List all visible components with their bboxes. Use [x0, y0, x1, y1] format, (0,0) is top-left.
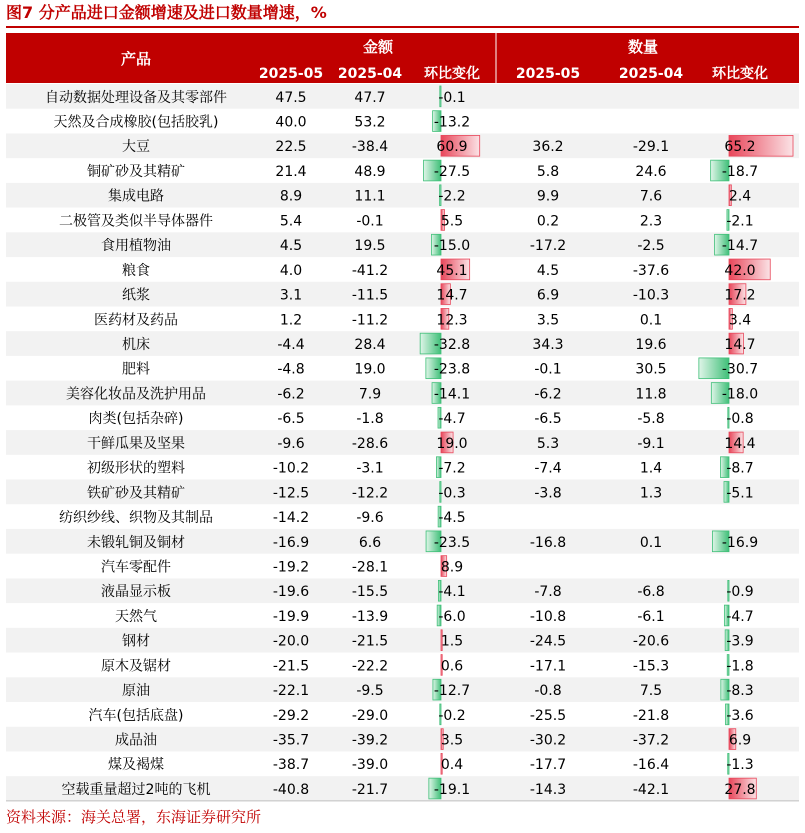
amount-value-2: 45.1	[436, 262, 468, 279]
quantity-value-0: -7.4	[534, 460, 562, 477]
product-label: 肉类(包括杂碎)	[88, 411, 184, 428]
quantity-value-2: -3.9	[726, 633, 754, 650]
quantity-value-0: 6.9	[536, 287, 560, 304]
product-label: 纺织纱线、织物及其制品	[59, 510, 213, 527]
amount-value-1: -21.5	[351, 633, 389, 650]
product-label: 煤及褐煤	[108, 757, 164, 774]
quantity-value-1: 24.6	[635, 163, 667, 180]
quantity-value-2: -4.7	[726, 608, 754, 625]
product-label: 粮食	[122, 262, 150, 279]
quantity-value-0: -3.8	[534, 485, 562, 502]
quantity-value-1: -15.3	[632, 658, 670, 675]
figure-title: 图7 分产品进口金额增速及进口数量增速，%	[6, 3, 327, 22]
quantity-value-0: 5.8	[536, 163, 560, 180]
product-label: 肥料	[122, 361, 150, 378]
product-label: 机床	[122, 336, 150, 353]
product-label: 初级形状的塑料	[87, 460, 185, 477]
quantity-value-0: -25.5	[529, 707, 567, 724]
amount-value-2: -27.5	[433, 163, 471, 180]
quantity-value-1: -29.1	[632, 139, 670, 156]
amount-value-2: -14.1	[433, 386, 471, 403]
quantity-value-2: -8.7	[726, 460, 754, 477]
amount-value-1: -13.9	[351, 608, 389, 625]
column-header-0-0: 2025-05	[258, 66, 324, 82]
quantity-value-2: -14.7	[721, 238, 759, 255]
quantity-value-1: 7.6	[639, 188, 663, 205]
amount-value-1: -28.1	[351, 559, 389, 576]
amount-value-0: -14.2	[272, 510, 310, 527]
quantity-value-1: -20.6	[632, 633, 670, 650]
source-note: 资料来源：海关总署，东海证券研究所	[6, 808, 262, 826]
quantity-value-1: 0.1	[639, 534, 663, 551]
amount-value-2: -15.0	[433, 238, 471, 255]
product-label: 液晶显示板	[101, 584, 171, 601]
column-header-0-2: 环比变化	[424, 66, 480, 82]
quantity-value-1: -9.1	[637, 435, 665, 452]
quantity-value-1: -5.8	[637, 411, 665, 428]
product-label: 未锻轧铜及铜材	[87, 534, 185, 551]
quantity-value-2: -1.3	[726, 757, 754, 774]
quantity-value-2: 65.2	[724, 139, 756, 156]
amount-value-2: -7.2	[438, 460, 466, 477]
amount-value-0: -6.2	[277, 386, 305, 403]
amount-value-1: -41.2	[351, 262, 389, 279]
amount-value-1: -9.5	[356, 683, 384, 700]
column-header-1-1: 2025-04	[618, 66, 684, 82]
amount-value-1: 7.9	[358, 386, 382, 403]
quantity-value-2: -8.3	[726, 683, 754, 700]
quantity-value-2: 27.8	[724, 781, 756, 798]
quantity-value-1: -37.2	[632, 732, 670, 749]
amount-value-1: -12.2	[351, 485, 389, 502]
product-label: 原木及锯材	[101, 658, 171, 675]
product-label: 自动数据处理设备及其零部件	[45, 89, 227, 106]
amount-value-0: -35.7	[272, 732, 310, 749]
product-header: 产品	[120, 50, 152, 68]
product-label: 原油	[122, 683, 150, 700]
group-header-1: 数量	[627, 38, 659, 56]
quantity-value-1: -21.8	[632, 707, 670, 724]
amount-value-1: -39.0	[351, 757, 389, 774]
product-label: 钢材	[122, 633, 150, 650]
amount-value-1: -21.7	[351, 781, 389, 798]
quantity-value-1: -37.6	[632, 262, 670, 279]
amount-value-1: 19.5	[354, 238, 386, 255]
amount-value-2: -32.8	[433, 336, 471, 353]
amount-value-0: -4.8	[277, 361, 305, 378]
amount-value-1: -15.5	[351, 584, 389, 601]
amount-value-2: -0.2	[438, 707, 466, 724]
amount-value-0: 22.5	[275, 139, 307, 156]
amount-value-2: -23.5	[433, 534, 471, 551]
amount-value-0: 40.0	[275, 114, 307, 131]
quantity-value-2: -0.8	[726, 411, 754, 428]
quantity-value-0: -14.3	[529, 781, 567, 798]
amount-value-2: 8.9	[440, 559, 464, 576]
amount-value-2: 3.5	[440, 732, 464, 749]
amount-value-1: 28.4	[354, 336, 386, 353]
quantity-value-1: 1.3	[639, 485, 663, 502]
amount-value-1: -22.2	[351, 658, 389, 675]
amount-value-0: 21.4	[275, 163, 307, 180]
product-label: 汽车零配件	[101, 559, 171, 576]
amount-value-2: 12.3	[436, 312, 468, 329]
quantity-value-0: -17.2	[529, 238, 567, 255]
quantity-value-2: -2.1	[726, 213, 754, 230]
quantity-value-2: 2.4	[728, 188, 752, 205]
quantity-value-1: 2.3	[639, 213, 663, 230]
amount-value-0: -29.2	[272, 707, 310, 724]
quantity-value-0: -24.5	[529, 633, 567, 650]
product-label: 铜矿砂及其精矿	[87, 163, 185, 180]
amount-value-2: 0.4	[440, 757, 464, 774]
quantity-value-0: 0.2	[536, 213, 560, 230]
amount-value-1: -29.0	[351, 707, 389, 724]
amount-value-1: 53.2	[354, 114, 386, 131]
amount-value-0: -6.5	[277, 411, 305, 428]
quantity-value-1: 1.4	[639, 460, 663, 477]
product-label: 成品油	[115, 732, 157, 749]
product-label: 空载重量超过2吨的飞机	[61, 781, 211, 798]
amount-value-0: 3.1	[279, 287, 303, 304]
quantity-value-0: -6.2	[534, 386, 562, 403]
product-label: 天然及合成橡胶(包括胶乳)	[53, 114, 219, 131]
quantity-value-1: -6.8	[637, 584, 665, 601]
quantity-value-1: -6.1	[637, 608, 665, 625]
amount-value-1: 11.1	[354, 188, 386, 205]
quantity-value-0: -7.8	[534, 584, 562, 601]
amount-value-2: -0.1	[438, 89, 466, 106]
amount-value-1: -11.5	[351, 287, 389, 304]
amount-value-0: 5.4	[279, 213, 303, 230]
quantity-value-1: 11.8	[635, 386, 667, 403]
quantity-value-2: -1.8	[726, 658, 754, 675]
amount-value-0: -19.2	[272, 559, 310, 576]
quantity-value-0: 34.3	[532, 336, 564, 353]
amount-value-0: -19.9	[272, 608, 310, 625]
quantity-value-1: 0.1	[639, 312, 663, 329]
amount-value-2: 1.5	[440, 633, 464, 650]
quantity-value-0: -6.5	[534, 411, 562, 428]
quantity-value-2: -3.6	[726, 707, 754, 724]
amount-value-2: -13.2	[433, 114, 471, 131]
amount-value-1: -3.1	[356, 460, 384, 477]
amount-value-0: 4.0	[279, 262, 303, 279]
amount-value-0: 47.5	[275, 89, 307, 106]
amount-value-0: -22.1	[272, 683, 310, 700]
product-label: 食用植物油	[101, 238, 171, 255]
quantity-value-2: -0.9	[726, 584, 754, 601]
amount-value-2: -4.7	[438, 411, 466, 428]
quantity-value-0: 5.3	[536, 435, 560, 452]
quantity-value-0: -16.8	[529, 534, 567, 551]
group-header-0: 金额	[362, 38, 394, 56]
quantity-value-2: 14.4	[724, 435, 756, 452]
product-label: 干鲜瓜果及坚果	[87, 435, 185, 452]
quantity-value-1: 7.5	[639, 683, 663, 700]
amount-value-2: 19.0	[436, 435, 468, 452]
quantity-value-0: -0.8	[534, 683, 562, 700]
product-label: 大豆	[122, 139, 150, 156]
quantity-value-0: 9.9	[536, 188, 560, 205]
amount-value-0: 8.9	[279, 188, 303, 205]
column-header-0-1: 2025-04	[337, 66, 403, 82]
amount-value-2: -4.1	[438, 584, 466, 601]
product-label: 汽车(包括底盘)	[88, 707, 184, 724]
quantity-value-0: -17.1	[529, 658, 567, 675]
amount-value-0: -19.6	[272, 584, 310, 601]
amount-value-2: 0.6	[440, 658, 464, 675]
quantity-value-2: 42.0	[724, 262, 756, 279]
amount-value-2: -2.2	[438, 188, 466, 205]
amount-value-2: 14.7	[436, 287, 468, 304]
quantity-value-0: -17.7	[529, 757, 567, 774]
product-label: 医药材及药品	[94, 312, 178, 329]
quantity-value-1: -42.1	[632, 781, 670, 798]
amount-value-0: -21.5	[272, 658, 310, 675]
amount-value-1: -28.6	[351, 435, 389, 452]
amount-value-0: 4.5	[279, 238, 303, 255]
quantity-value-0: 4.5	[536, 262, 560, 279]
product-label: 美容化妆品及洗护用品	[66, 386, 206, 403]
quantity-value-0: -30.2	[529, 732, 567, 749]
column-header-1-0: 2025-05	[515, 66, 581, 82]
product-label: 二极管及类似半导体器件	[59, 213, 213, 230]
amount-value-0: -4.4	[277, 336, 305, 353]
quantity-value-0: -0.1	[534, 361, 562, 378]
amount-value-0: -9.6	[277, 435, 305, 452]
quantity-value-1: -10.3	[632, 287, 670, 304]
amount-value-0: -16.9	[272, 534, 310, 551]
amount-value-2: 5.5	[440, 213, 464, 230]
quantity-value-2: -18.7	[721, 163, 759, 180]
amount-value-2: -6.0	[438, 608, 466, 625]
quantity-value-2: -18.0	[721, 386, 759, 403]
quantity-value-2: 3.4	[728, 312, 752, 329]
quantity-value-0: 3.5	[536, 312, 560, 329]
quantity-value-1: -16.4	[632, 757, 670, 774]
quantity-value-0: -10.8	[529, 608, 567, 625]
amount-value-2: 60.9	[436, 139, 468, 156]
amount-value-0: -10.2	[272, 460, 310, 477]
amount-value-1: -1.8	[356, 411, 384, 428]
quantity-value-2: -16.9	[721, 534, 759, 551]
amount-value-0: -20.0	[272, 633, 310, 650]
quantity-value-1: -2.5	[637, 238, 665, 255]
amount-value-1: 48.9	[354, 163, 386, 180]
quantity-value-2: 6.9	[728, 732, 752, 749]
quantity-value-1: 19.6	[635, 336, 667, 353]
quantity-value-2: -5.1	[726, 485, 754, 502]
quantity-value-1: 30.5	[635, 361, 667, 378]
amount-value-0: 1.2	[279, 312, 303, 329]
amount-value-2: -19.1	[433, 781, 471, 798]
amount-value-1: 47.7	[354, 89, 386, 106]
amount-value-0: -40.8	[272, 781, 310, 798]
amount-value-2: -0.3	[438, 485, 466, 502]
amount-value-1: -38.4	[351, 139, 389, 156]
amount-value-1: -9.6	[356, 510, 384, 527]
quantity-value-2: 17.2	[724, 287, 756, 304]
product-label: 天然气	[115, 608, 157, 625]
amount-value-1: 19.0	[354, 361, 386, 378]
amount-value-2: -4.5	[438, 510, 466, 527]
amount-value-1: -39.2	[351, 732, 389, 749]
amount-value-1: -0.1	[356, 213, 384, 230]
amount-value-1: -11.2	[351, 312, 389, 329]
product-label: 集成电路	[108, 188, 164, 205]
amount-value-0: -12.5	[272, 485, 310, 502]
product-label: 纸浆	[122, 287, 150, 304]
quantity-value-2: -30.7	[721, 361, 759, 378]
amount-value-1: 6.6	[358, 534, 382, 551]
column-header-1-2: 环比变化	[712, 66, 768, 82]
amount-value-2: -23.8	[433, 361, 471, 378]
quantity-value-0: 36.2	[532, 139, 564, 156]
amount-value-0: -38.7	[272, 757, 310, 774]
quantity-value-2: 14.7	[724, 336, 756, 353]
product-label: 铁矿砂及其精矿	[87, 485, 185, 502]
amount-value-2: -12.7	[433, 683, 471, 700]
